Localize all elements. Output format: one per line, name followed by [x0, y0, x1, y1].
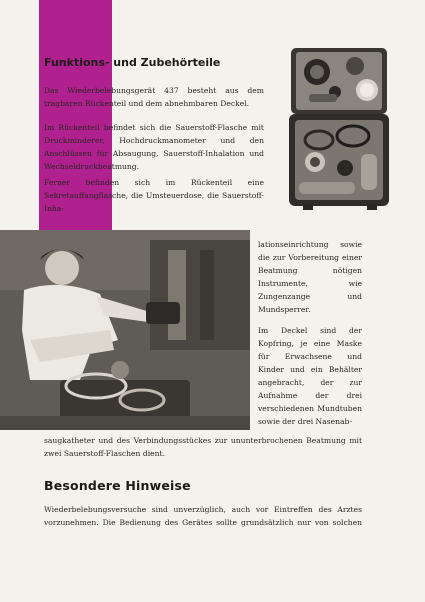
paragraph-lid: Im Deckel sind der Kopfring, je eine Maske für Erwachsene und Kinder und ein Behälter angebracht, der zur Aufnahme der drei verschiedenen Mundtuben sowie der drei Nasenab- [258, 326, 362, 426]
paragraph-special-notes: Wiederbelebungsversuche sind unverzüglich, auch vor Eintreffen des Arztes vorzunehmen. Die Bedienung des Gerätes sollte grundsätzlich nur von solchen [44, 505, 362, 527]
paragraph-catheter-continued: saugkatheter und des Verbindungsstückes zur ununterbrochenen Beatmung mit zwei Sauerstoff-Flaschen dient. [44, 436, 362, 458]
device-photo-drawing [283, 44, 399, 216]
section-heading-components: Funktions- und Zubehörteile [44, 56, 221, 69]
paragraph-back-part: Im Rückenteil befindet sich die Sauerstoff-Flasche mit Druckminderer, Hochdruckmanometer und den Anschlüssen für Absaugung, Sauerstoff-Inhalation und Wechseldruckbeatmung. [44, 123, 264, 171]
operator-photo [0, 230, 250, 430]
paragraph-inhalation-continued: lationseinrichtung sowie die zur Vorbereitung einer Beatmung nötigen Instrumente, wie Zungenzange und Mundsperrer. [258, 240, 362, 314]
paragraph-intro: Das Wiederbelebungsgerät 437 besteht aus dem tragbaren Rückenteil und dem abnehmbaren Deckel. [44, 86, 264, 108]
paragraph-further-parts: Ferner befinden sich im Rückenteil eine Sekretauffangflasche, die Umsteuerdose, die Sauerstoff-Inha- [44, 178, 264, 213]
section-heading-special-notes: Besondere Hinweise [44, 478, 191, 493]
device-photo [283, 44, 399, 216]
operator-photo-drawing [0, 230, 250, 430]
